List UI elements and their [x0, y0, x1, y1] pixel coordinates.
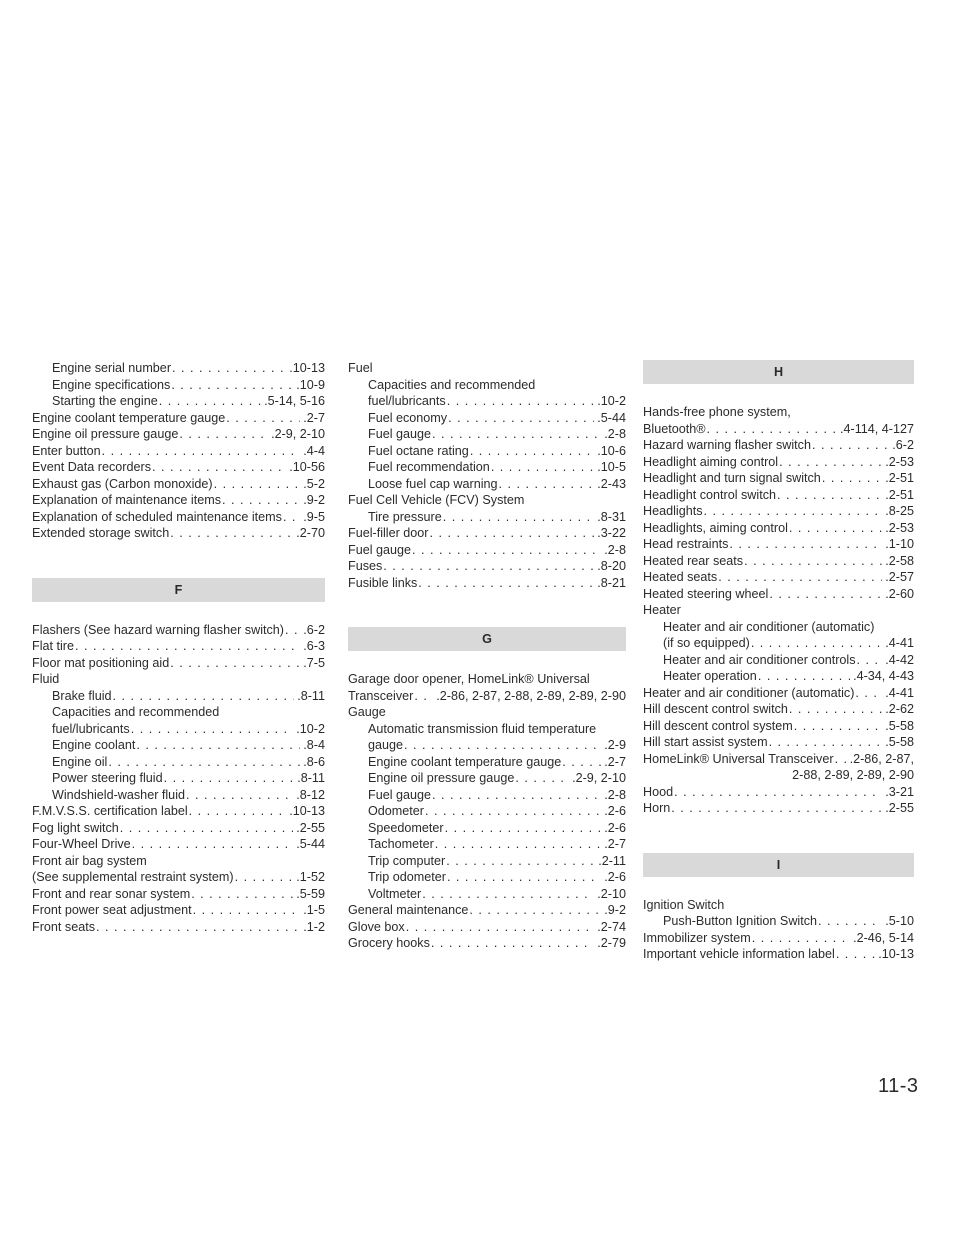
- index-entry: [348, 754, 626, 771]
- index-entry-pages: .2-10: [594, 886, 626, 903]
- index-entry: [348, 443, 626, 460]
- index-entry-label: Bluetooth® . . .: [643, 421, 707, 438]
- index-entry: [348, 671, 626, 688]
- index-entry-label: Head restraints . . .: [643, 536, 729, 553]
- index-entry-label: Engine serial number . . .: [52, 360, 172, 377]
- index-entry-pages: .2-86, 2-87,: [847, 751, 914, 768]
- index-entry-pages: .2-8: [601, 542, 626, 559]
- section-header: H: [643, 360, 914, 384]
- index-entry-pages: .10-2: [293, 721, 325, 738]
- index-entry-pages: .2-62: [882, 701, 914, 718]
- index-entry: [348, 410, 626, 427]
- index-entry: [32, 721, 325, 738]
- index-entry-label: Headlight aiming control . . .: [643, 454, 779, 471]
- index-entry: [643, 553, 914, 570]
- index-entry: [643, 619, 914, 636]
- index-entry: [32, 393, 325, 410]
- index-entry-label: gauge . . .: [368, 737, 404, 754]
- index-entry-label: Hill start assist system . . .: [643, 734, 769, 751]
- index-entry-pages: .8-11: [294, 770, 325, 787]
- index-entry-pages: .2-7: [601, 754, 626, 771]
- index-entry-label: Heater and air conditioner (automatic) . . .: [643, 685, 855, 702]
- index-entry: [348, 459, 626, 476]
- index-entry-pages: .1-10: [882, 536, 914, 553]
- index-entry-pages: .5-44: [293, 836, 325, 853]
- index-entry-label: Power steering fluid . . .: [52, 770, 164, 787]
- index-entry-label: Front power seat adjustment . . .: [32, 902, 193, 919]
- index-entry: [32, 525, 325, 542]
- index-entry-pages: .2-58: [882, 553, 914, 570]
- page-number: 11-3: [878, 1075, 919, 1097]
- index-entry: [643, 930, 914, 947]
- index-entry: [643, 437, 914, 454]
- index-entry-pages: .2-57: [882, 569, 914, 586]
- index-entry: [643, 404, 914, 421]
- index-entry-pages: .2-79: [594, 935, 626, 952]
- index-entry: [643, 536, 914, 553]
- index-entry-label: fuel/lubricants . . .: [52, 721, 131, 738]
- index-entry-pages: .10-9: [293, 377, 325, 394]
- index-entry-label: Front seats . . .: [32, 919, 96, 936]
- index-entry-label: Immobilizer system . . .: [643, 930, 752, 947]
- index-entry-label: Engine coolant temperature gauge . . .: [368, 754, 562, 771]
- index-entry: [643, 668, 914, 685]
- index-entry-pages: .1-52: [293, 869, 325, 886]
- index-entry-label: Horn . . .: [643, 800, 671, 817]
- index-entry: [32, 902, 325, 919]
- index-entry-pages: .1-2: [300, 919, 325, 936]
- index-entry-label: Brake fluid . . .: [52, 688, 113, 705]
- index-entry: [32, 459, 325, 476]
- index-entry-pages: .2-8: [601, 426, 626, 443]
- index-entry-continuation: [643, 767, 914, 784]
- index-entry-label: Starting the engine . . .: [52, 393, 159, 410]
- index-entry: [348, 476, 626, 493]
- index-entry-pages: .5-10: [882, 913, 914, 930]
- index-entry-pages: .2-6: [601, 820, 626, 837]
- index-entry: [32, 509, 325, 526]
- index-column-2: [348, 360, 626, 952]
- index-entry-label: Push-Button Ignition Switch . . .: [663, 913, 818, 930]
- section-header: I: [643, 853, 914, 877]
- index-entry-label: Windshield-washer fluid . . .: [52, 787, 186, 804]
- section-header: G: [348, 627, 626, 651]
- index-entry-pages: .2-8: [601, 787, 626, 804]
- index-entry: [643, 635, 914, 652]
- index-entry: [643, 586, 914, 603]
- index-entry-label: Ignition Switch: [643, 897, 725, 912]
- index-entry: [32, 443, 325, 460]
- index-entry-pages: .2-9, 2-10: [268, 426, 325, 443]
- index-entry-pages: .4-114, 4-127: [837, 421, 914, 438]
- index-entry-pages: .8-31: [594, 509, 626, 526]
- index-entry: [348, 360, 626, 377]
- index-entry-pages: .2-6: [601, 803, 626, 820]
- index-entry: [643, 470, 914, 487]
- index-entry-label: Fog light switch . . .: [32, 820, 120, 837]
- index-entry-label: Headlight and turn signal switch . . .: [643, 470, 822, 487]
- index-entry: [32, 638, 325, 655]
- index-entry-pages: .10-13: [286, 803, 325, 820]
- index-entry-pages: .2-9: [601, 737, 626, 754]
- index-entry: [348, 377, 626, 394]
- index-entry: [348, 721, 626, 738]
- index-entry: [32, 655, 325, 672]
- index-entry: [643, 718, 914, 735]
- index-entry-label: Heated rear seats . . .: [643, 553, 744, 570]
- index-entry-pages: .4-41: [882, 685, 914, 702]
- index-entry: [32, 622, 325, 639]
- index-entry: [348, 853, 626, 870]
- index-entry: [643, 487, 914, 504]
- index-entry: [32, 853, 325, 870]
- index-entry: [348, 836, 626, 853]
- index-entry-pages: .2-6: [601, 869, 626, 886]
- index-entry-label: Tire pressure . . .: [368, 509, 443, 526]
- index-entry-label: Floor mat positioning aid . . .: [32, 655, 170, 672]
- index-entry: [348, 902, 626, 919]
- index-entry-pages: .7-5: [300, 655, 325, 672]
- index-entry-label: Engine coolant temperature gauge . . .: [32, 410, 226, 427]
- index-column-3: [643, 360, 914, 963]
- index-entry-label: Fuel gauge . . .: [348, 542, 412, 559]
- index-entry: [643, 602, 914, 619]
- index-entry: [643, 685, 914, 702]
- index-entry-label: Flat tire . . .: [32, 638, 75, 655]
- index-entry-label: Four-Wheel Drive . . .: [32, 836, 132, 853]
- index-entry-pages: .2-86, 2-87, 2-88, 2-89, 2-89, 2-90: [433, 688, 626, 705]
- index-entry-pages: .8-6: [300, 754, 325, 771]
- index-entry-label: Glove box . . .: [348, 919, 406, 936]
- index-entry-pages: .2-70: [293, 525, 325, 542]
- index-entry-label: General maintenance . . .: [348, 902, 469, 919]
- index-entry: [32, 836, 325, 853]
- index-entry-pages: .2-7: [601, 836, 626, 853]
- index-entry-label: Trip computer . . .: [368, 853, 446, 870]
- index-entry: [348, 525, 626, 542]
- index-entry-pages: .9-2: [601, 902, 626, 919]
- index-entry: [32, 754, 325, 771]
- index-entry-label: Hill descent control system . . .: [643, 718, 794, 735]
- index-entry-label: Automatic transmission fluid temperature: [368, 721, 597, 736]
- index-entry-pages: .4-4: [300, 443, 325, 460]
- index-entry-pages: .5-14, 5-16: [261, 393, 325, 410]
- index-entry-pages: .10-13: [286, 360, 325, 377]
- index-entry: [32, 704, 325, 721]
- index-entry-label: HomeLink® Universal Transceiver . . .: [643, 751, 835, 768]
- index-entry-label: Gauge: [348, 705, 386, 719]
- index-entry: [643, 784, 914, 801]
- index-entry-pages: .5-2: [300, 476, 325, 493]
- index-entry: [32, 476, 325, 493]
- index-entry-label: Front and rear sonar system . . .: [32, 886, 191, 903]
- index-entry: [643, 751, 914, 768]
- index-entry-label: Fuel octane rating . . .: [368, 443, 470, 460]
- index-entry-pages: .10-5: [594, 459, 626, 476]
- index-entry-label: Extended storage switch . . .: [32, 525, 170, 542]
- index-entry: [643, 520, 914, 537]
- index-entry-label: Odometer . . .: [368, 803, 425, 820]
- index-entry-label: Hood . . .: [643, 784, 674, 801]
- index-entry-label: fuel/lubricants . . .: [368, 393, 447, 410]
- index-entry: [348, 869, 626, 886]
- index-entry-label: Exhaust gas (Carbon monoxide) . . .: [32, 476, 214, 493]
- index-entry-pages: 2-88, 2-89, 2-89, 2-90: [792, 768, 914, 782]
- index-entry-label: Hill descent control switch . . .: [643, 701, 789, 718]
- index-entry-label: Garage door opener, HomeLink® Universal: [348, 672, 590, 686]
- index-entry-label: Engine coolant . . .: [52, 737, 136, 754]
- index-entry-pages: .10-56: [286, 459, 325, 476]
- index-column-1: [32, 360, 325, 935]
- index-entry: [348, 542, 626, 559]
- index-entry-label: Heater: [643, 603, 681, 617]
- index-entry-label: Fuel gauge . . .: [368, 787, 432, 804]
- index-entry-label: Fusible links . . .: [348, 575, 418, 592]
- index-entry-pages: .3-21: [882, 784, 914, 801]
- index-entry-label: Heater and air conditioner controls . . .: [663, 652, 857, 669]
- index-entry: [32, 377, 325, 394]
- index-entry: [32, 426, 325, 443]
- index-entry-label: Capacities and recommended: [368, 377, 536, 392]
- index-entry-pages: .2-53: [882, 520, 914, 537]
- index-entry-label: Fluid: [32, 672, 60, 686]
- index-entry-pages: .4-34, 4-43: [850, 668, 914, 685]
- index-entry-pages: .1-5: [300, 902, 325, 919]
- index-entry-pages: .6-3: [300, 638, 325, 655]
- section-header: F: [32, 578, 325, 602]
- index-entry-pages: .8-21: [594, 575, 626, 592]
- index-entry-pages: .8-12: [293, 787, 325, 804]
- index-entry-pages: .5-59: [293, 886, 325, 903]
- index-entry-pages: .2-46, 5-14: [850, 930, 914, 947]
- index-entry: [643, 913, 914, 930]
- index-entry: [348, 770, 626, 787]
- index-entry-pages: .5-58: [882, 734, 914, 751]
- index-entry-label: Tachometer . . .: [368, 836, 435, 853]
- index-entry-label: Fuses . . .: [348, 558, 383, 575]
- index-entry: [348, 935, 626, 952]
- index-entry-label: Important vehicle information label . . .: [643, 946, 836, 963]
- index-entry-label: Transceiver . . .: [348, 688, 414, 705]
- index-entry-label: Voltmeter . . .: [368, 886, 422, 903]
- index-entry: [643, 897, 914, 914]
- index-entry-label: Hazard warning flasher switch . . .: [643, 437, 812, 454]
- index-entry: [348, 393, 626, 410]
- index-entry-label: Capacities and recommended: [52, 705, 220, 719]
- index-entry-pages: .10-2: [594, 393, 626, 410]
- index-entry: [348, 803, 626, 820]
- index-entry: [348, 426, 626, 443]
- index-entry: [643, 503, 914, 520]
- index-entry: [348, 492, 626, 509]
- index-entry-pages: .2-55: [293, 820, 325, 837]
- index-entry: [348, 787, 626, 804]
- index-entry-pages: .3-22: [594, 525, 626, 542]
- index-entry-label: Heater operation . . .: [663, 668, 758, 685]
- index-entry-label: Fuel: [348, 361, 373, 375]
- index-entry-pages: .2-60: [882, 586, 914, 603]
- index-entry-label: Trip odometer . . .: [368, 869, 447, 886]
- index-entry: [348, 737, 626, 754]
- index-entry-label: Engine oil . . .: [52, 754, 108, 771]
- index-entry-label: Flashers (See hazard warning flasher switch) . . .: [32, 622, 285, 639]
- index-entry-pages: .8-20: [594, 558, 626, 575]
- index-entry: [32, 360, 325, 377]
- index-entry-pages: .10-13: [875, 946, 914, 963]
- index-entry-label: Fuel recommendation . . .: [368, 459, 491, 476]
- index-entry-label: Explanation of maintenance items . . .: [32, 492, 222, 509]
- index-entry: [32, 820, 325, 837]
- index-entry-label: Fuel-filler door . . .: [348, 525, 430, 542]
- index-entry: [643, 946, 914, 963]
- index-entry-label: F.M.V.S.S. certification label . . .: [32, 803, 189, 820]
- index-entry: [32, 492, 325, 509]
- index-entry: [32, 410, 325, 427]
- index-entry: [32, 770, 325, 787]
- index-entry: [643, 421, 914, 438]
- index-entry: [643, 734, 914, 751]
- index-entry: [643, 652, 914, 669]
- index-entry-label: Engine specifications . . .: [52, 377, 171, 394]
- index-entry-pages: .2-9, 2-10: [569, 770, 626, 787]
- index-entry-label: Fuel economy . . .: [368, 410, 448, 427]
- index-entry-pages: .2-51: [882, 487, 914, 504]
- index-entry-label: Headlights . . .: [643, 503, 704, 520]
- index-entry-pages: .9-2: [300, 492, 325, 509]
- index-entry: [32, 671, 325, 688]
- index-entry: [348, 575, 626, 592]
- index-entry-label: (if so equipped) . . .: [663, 635, 751, 652]
- index-entry: [32, 919, 325, 936]
- index-entry: [348, 820, 626, 837]
- index-entry-pages: .2-11: [595, 853, 626, 870]
- index-entry-label: Grocery hooks . . .: [348, 935, 431, 952]
- index-entry: [643, 800, 914, 817]
- index-entry-label: Front air bag system: [32, 853, 147, 868]
- index-entry-pages: .2-51: [882, 470, 914, 487]
- index-entry-pages: .4-42: [882, 652, 914, 669]
- index-entry-pages: .2-74: [594, 919, 626, 936]
- index-entry: [643, 569, 914, 586]
- index-entry-pages: .2-53: [882, 454, 914, 471]
- index-entry-label: Hands-free phone system,: [643, 405, 791, 419]
- index-entry-label: (See supplemental restraint system) . . .: [32, 869, 235, 886]
- index-entry-pages: .4-41: [882, 635, 914, 652]
- index-entry-pages: .5-44: [594, 410, 626, 427]
- index-entry: [32, 688, 325, 705]
- index-entry: [348, 558, 626, 575]
- index-entry: [32, 803, 325, 820]
- index-entry: [348, 886, 626, 903]
- index-entry-pages: .6-2: [889, 437, 914, 454]
- index-entry-pages: .5-58: [882, 718, 914, 735]
- index-entry-pages: .2-55: [882, 800, 914, 817]
- index-entry: [348, 688, 626, 705]
- index-entry: [348, 919, 626, 936]
- index-entry: [32, 869, 325, 886]
- index-entry-label: Engine oil pressure gauge . . .: [368, 770, 515, 787]
- index-entry-pages: .10-6: [594, 443, 626, 460]
- index-entry-label: Engine oil pressure gauge . . .: [32, 426, 179, 443]
- index-entry: [32, 886, 325, 903]
- index-entry-label: Speedometer . . .: [368, 820, 445, 837]
- index-entry-label: Heated steering wheel . . .: [643, 586, 769, 603]
- index-entry-label: Fuel gauge . . .: [368, 426, 432, 443]
- index-entry: [643, 701, 914, 718]
- index-entry: [32, 737, 325, 754]
- index-entry-pages: .6-2: [300, 622, 325, 639]
- index-entry-label: Headlight control switch . . .: [643, 487, 777, 504]
- index-entry-pages: .9-5: [300, 509, 325, 526]
- index-entry-label: Loose fuel cap warning . . .: [368, 476, 499, 493]
- index-entry: [32, 787, 325, 804]
- index-entry-pages: .8-11: [294, 688, 325, 705]
- index-entry-label: Heater and air conditioner (automatic): [663, 619, 875, 634]
- index-entry: [643, 454, 914, 471]
- index-entry-pages: .8-25: [882, 503, 914, 520]
- index-entry: [348, 704, 626, 721]
- index-entry-label: Headlights, aiming control . . .: [643, 520, 789, 537]
- index-entry-label: Enter button . . .: [32, 443, 102, 460]
- index-entry-pages: .2-7: [300, 410, 325, 427]
- index-entry-pages: .2-43: [594, 476, 626, 493]
- index-entry-pages: .8-4: [300, 737, 325, 754]
- index-entry-label: Fuel Cell Vehicle (FCV) System: [348, 493, 525, 507]
- index-entry-label: Heated seats . . .: [643, 569, 718, 586]
- index-entry: [348, 509, 626, 526]
- index-entry-label: Explanation of scheduled maintenance items . . .: [32, 509, 283, 526]
- index-entry-label: Event Data recorders . . .: [32, 459, 152, 476]
